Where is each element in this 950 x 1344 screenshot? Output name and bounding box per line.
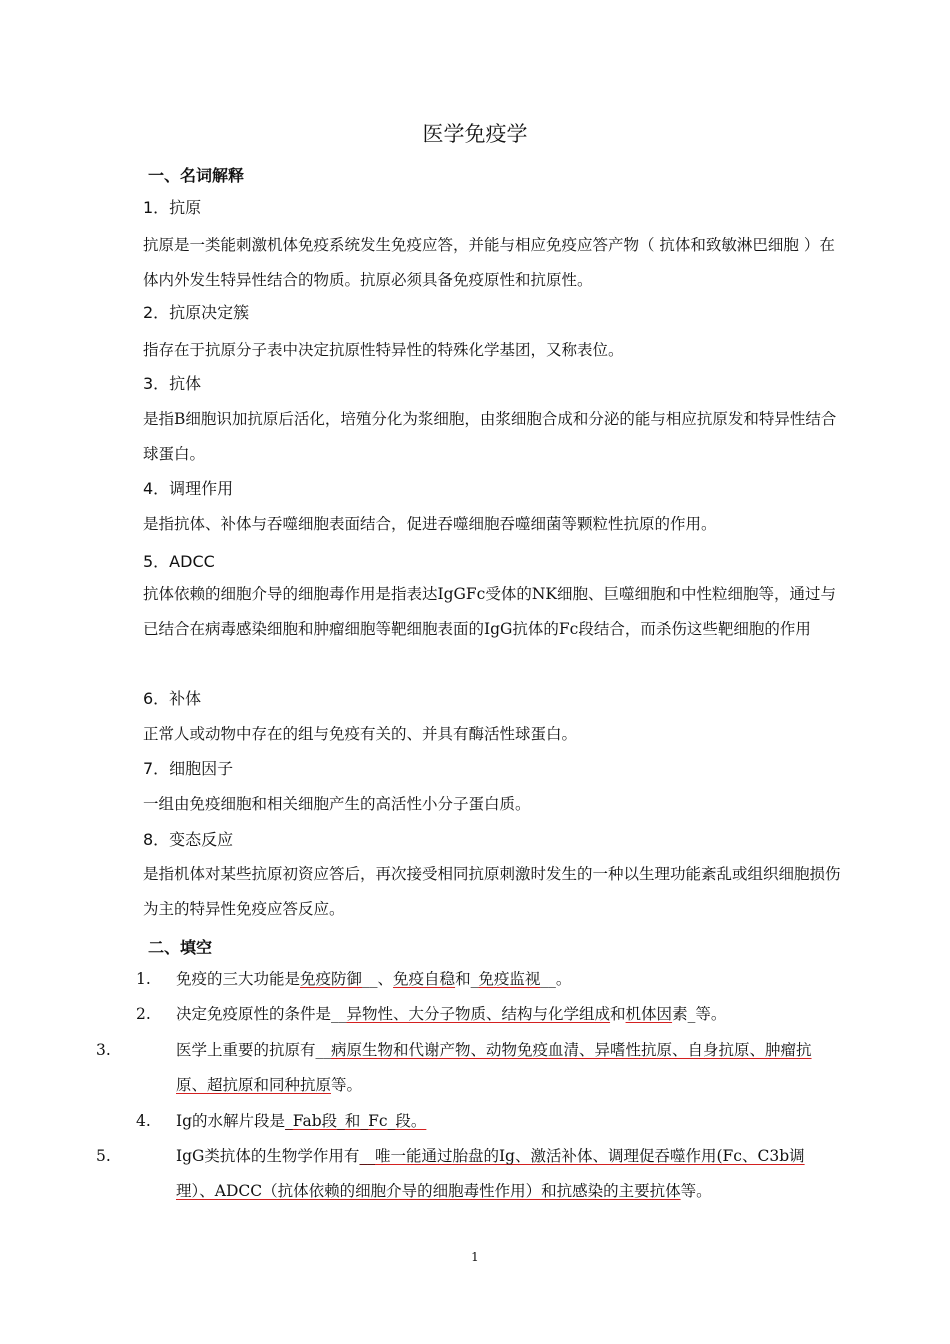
term-definition: 一组由免疫细胞和相关细胞产生的高活性小分子蛋白质。 <box>143 795 531 813</box>
term-definition: 抗体依赖的细胞介导的细胞毒作用是指表达IgGFc受体的NK细胞、巨噬细胞和中性粒细胞等，通过与已结合在病毒感染细胞和肿瘤细胞等靶细胞表面的IgG抗体的Fc段结合，而杀伤这些靶细胞的作用 <box>143 585 837 638</box>
term-heading: 7．细胞因子 <box>143 759 234 778</box>
page-number: 1 <box>471 1250 479 1264</box>
answer: 病原生物和代谢产物、动物免疫血清、异嗜性抗原、自身抗原、肿瘤抗原、超抗原和同种抗原 <box>176 1041 812 1094</box>
item-text: 和 <box>610 1005 626 1023</box>
fill-item <box>96 1033 842 1103</box>
item-text: __。 <box>540 970 572 988</box>
item-text: IgG类抗体的生物学作用有 <box>176 1147 360 1165</box>
item-text: 医学上重要的抗原有__ <box>176 1041 332 1059</box>
answer: 异物性、大分子物质、结构与化学组成 <box>346 1005 611 1023</box>
item-text: 等。 <box>331 1076 363 1094</box>
term-heading: 1．抗原 <box>143 198 202 217</box>
fill-item <box>136 962 842 997</box>
fill-item <box>96 1139 842 1209</box>
term-heading: 6．补体 <box>143 689 202 708</box>
answer: __唯一能通过胎盘的Ig、激活补体、调理促吞噬作用(Fc、C3b调理）、ADCC（抗体依赖的细胞介导的细胞毒性作用）和抗感染的主要抗体 <box>176 1147 805 1200</box>
term-definition: 指存在于抗原分子表中决定抗原性特异性的特殊化学基团，又称表位。 <box>143 341 624 359</box>
term-heading: 3．抗体 <box>143 374 202 393</box>
term-definition: 是指B细胞识加抗原后活化，培殖分化为浆细胞，由浆细胞合成和分泌的能与相应抗原发和特异性结合球蛋白。 <box>143 410 837 463</box>
answer: _Fab段_和_Fc_段。 <box>285 1112 427 1130</box>
term-definition: 正常人或动物中存在的组与免疫有关的、并具有酶活性球蛋白。 <box>143 725 578 743</box>
answer: 免疫监视 <box>478 970 541 988</box>
term-heading: 2．抗原决定簇 <box>143 303 250 322</box>
item-number: 4. <box>136 1112 151 1130</box>
section-heading-definitions: 一、名词解释 <box>148 166 245 185</box>
answer: 免疫自稳 <box>393 970 456 988</box>
term-heading: 8．变态反应 <box>143 830 234 849</box>
item-text: 和_ <box>455 970 479 988</box>
section-heading-fill-in: 二、填空 <box>148 938 213 957</box>
fill-item <box>136 997 842 1032</box>
page-title: 医学免疫学 <box>422 122 528 146</box>
item-text: 素_等。 <box>672 1005 727 1023</box>
item-text: __、 <box>362 970 394 988</box>
item-text: 免疫的三大功能是 <box>176 970 301 988</box>
term-definition: 抗原是一类能刺激机体免疫系统发生免疫应答，并能与相应免疫应答产物（ 抗体和致敏淋巴细胞 ）在体内外发生特异性结合的物质。抗原必须具备免疫原性和抗原性。 <box>143 236 835 289</box>
item-text: Ig的水解片段是 <box>176 1112 286 1130</box>
item-number: 3. <box>96 1041 111 1059</box>
item-text: 等。 <box>680 1182 712 1200</box>
term-heading: 4．调理作用 <box>143 479 234 498</box>
term-heading: 5．ADCC <box>143 552 215 571</box>
item-number: 2. <box>136 1005 151 1023</box>
answer: 免疫防御 <box>300 970 363 988</box>
item-text: 决定免疫原性的条件是__ <box>176 1005 347 1023</box>
term-definition: 是指抗体、补体与吞噬细胞表面结合，促进吞噬细胞吞噬细菌等颗粒性抗原的作用。 <box>143 515 717 533</box>
item-number: 5. <box>96 1147 111 1165</box>
item-number: 1. <box>136 970 151 988</box>
fill-item <box>136 1104 842 1139</box>
term-definition: 是指机体对某些抗原初资应答后，再次接受相同抗原刺激时发生的一种以生理功能紊乱或组织细胞损伤为主的特异性免疫应答反应。 <box>143 865 841 918</box>
answer: 机体因 <box>625 1005 673 1023</box>
